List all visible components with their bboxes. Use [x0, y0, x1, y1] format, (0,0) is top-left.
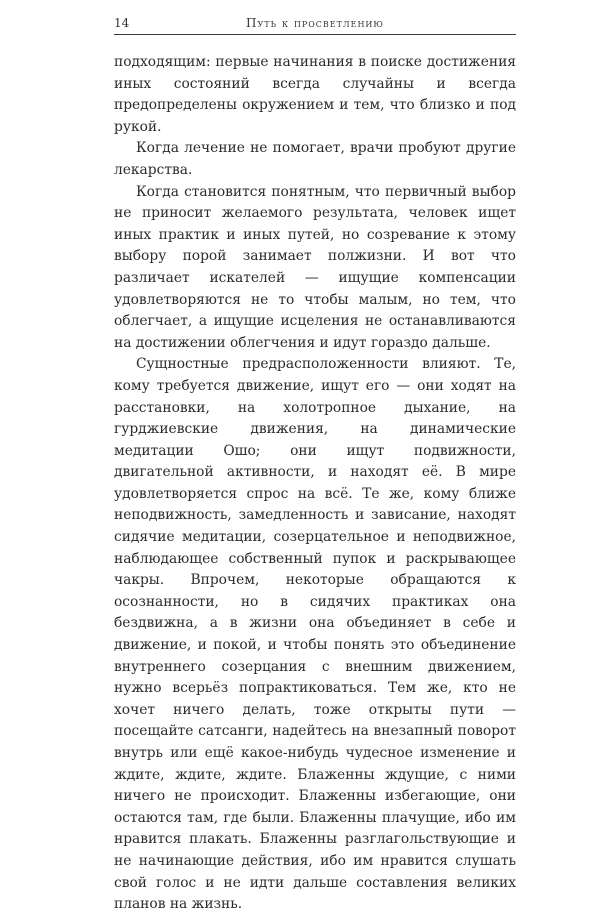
paragraph-2: Когда лечение не помогает, врачи пробуют другие лекарства. — [114, 140, 516, 178]
book-page — [114, 14, 516, 916]
paragraph-4: Сущностные предрасположенности влияют. Те, кому требуется движение, ищут его — они ходят на расстановки, на холотропное дыхание, на гурджиевские движения, на динамические медитации Ошо; они ищут подвижности, двигательной активности, и находят её. В мире удовлетворяется спрос на всё. Те же, кому ближе неподвижность, замедленность и зависание, находят сидячие медитации, созерцательное и неподвижное, наблюдающее собственный пупок и раскрывающее чакры. Впрочем, некоторые обращаются к осознанности, но в сидячих практиках она бездвижна, а в жизни она объединяет в себе и движение, и покой, и чтобы понять это объединение внутреннего созерцания с внешним движением, нужно всерьёз попрактиковаться. Тем же, кто не хочет ничего делать, тоже открыты пути — посещайте сатсанги, надейтесь на внезапный поворот внутрь или ещё какое-нибудь чудесное изменение и ждите, ждите, ждите. Блаженны ждущие, с ними ничего не происходит. Блаженны избегающие, они остаются там, где были. Блаженны плачущие, ибо им нравится плакать. Блаженны разглагольствующие и не начинающие действия, ибо им нравится слушать свой голос и не идти дальше составления великих планов на жизнь. — [114, 356, 516, 913]
body-text — [114, 52, 516, 916]
running-title: Путь к просветлению — [246, 16, 384, 30]
running-header — [114, 14, 516, 35]
paragraph-1: подходящим: первые начинания в поиске достижения иных состояний всегда случайны и всегда предопределены окружением и тем, что близко и под рукой. — [114, 54, 516, 135]
page-number: 14 — [114, 16, 130, 30]
paragraph-3: Когда становится понятным, что первичный выбор не приносит желаемого результата, человек ищет иных практик и иных путей, но созревание к этому выбору порой занимает полжизни. И вот что различает искателей — ищущие компенсации удовлетворяются не то чтобы малым, но тем, что облегчает, а ищущие исцеления не останавливаются на достижении облегчения и идут гораздо дальше. — [114, 183, 516, 351]
